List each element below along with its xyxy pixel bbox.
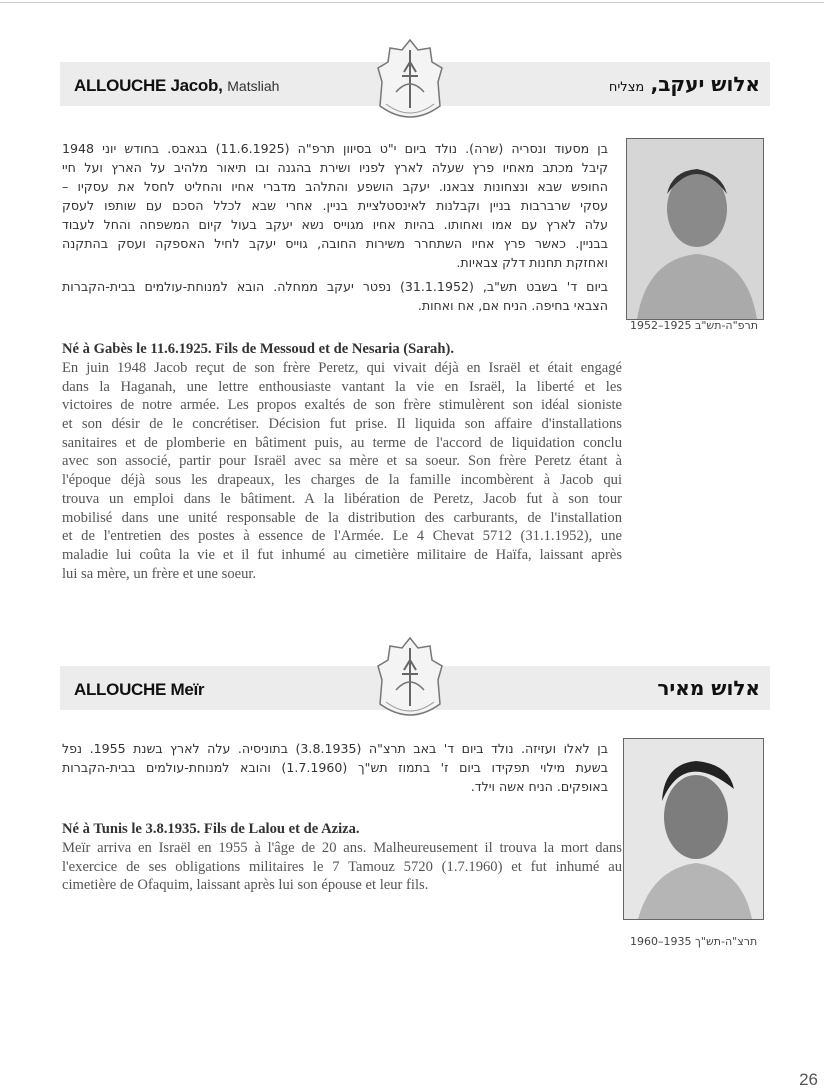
french-line: En juin 1948 Jacob reçut de son frère Peretz, qui vivait déjà en Israël et était engagé <box>62 360 622 376</box>
photo-caption: תרצ"ה-תש"ך 1935–1960 <box>630 935 758 948</box>
french-biography <box>62 819 622 895</box>
hebrew-line: בשעת מילוי תפקידו ביום ז' בתמוז תש"ך (1.7.1960) והובא למנוחת-עולמים בבית-הקברות <box>62 760 609 775</box>
latin-name: ALLOUCHE Jacob, <box>74 76 223 95</box>
page-top-rule <box>0 2 824 3</box>
hebrew-line: בבניין. כאשר פרץ אחיו השתחרר משירות החובה, גוייס יעקב לחיל האספקה ועסק בהתקנה <box>62 236 608 251</box>
hebrew-line: ביום ד' בשבט תש"ב, (31.1.1952) נפטר יעקב ממחלה. הובא למנוחת-עולמים בבית-הקברות <box>62 279 608 294</box>
french-line: et son désir de le concrétiser. Décision fut prise. Il liquida son affaire d'installations <box>62 416 622 433</box>
portrait-photo <box>626 138 764 320</box>
french-heading: Né à Gabès le 11.6.1925. Fils de Messoud et de Nesaria (Sarah). <box>62 341 454 357</box>
idf-emblem-icon <box>370 36 450 130</box>
french-line: trouva un emploi dans le bâtiment. A la libération de Peretz, Jacob fut à son tour <box>62 490 622 507</box>
hebrew-biography <box>62 139 608 315</box>
hebrew-biography <box>62 739 608 796</box>
entry-hebrew-name <box>657 676 760 700</box>
hebrew-line: הצבאי בחיפה. הניח אם, אח ואחות. <box>417 298 608 313</box>
hebrew-line: החופש שבא ונצחונות צבאנו. יעקב הושפע והתלהב מדברי אחיו והחליט לחסל את עסקיו – <box>62 179 608 194</box>
hebrew-line: בן מסעוד ונסריה (שרה). נולד ביום י"ט בסיוון תרפ"ה (11.6.1925) בגאבס. בחודש יוני 1948 <box>62 141 608 156</box>
hebrew-name: אלוש יעקב, <box>650 72 760 96</box>
entry-latin-name <box>74 680 204 700</box>
latin-extra-name: Matsliah <box>227 78 280 94</box>
french-line: cimetière de Ofaquim, laissant après lui son épouse et leur fils. <box>62 877 429 894</box>
french-line: l'exercice de ses obligations militaires le 7 Tamouz 5720 (1.7.1960) et fut inhumé au <box>62 858 622 875</box>
french-line: avec son associé, partir pour Israël avec sa mère et sa soeur. Son frère Peretz étant à <box>62 453 622 470</box>
french-line: Meïr arriva en Israël en 1955 à l'âge de 20 ans. Malheureusement il trouva la mort dans <box>62 840 622 856</box>
french-line: et de l'entretien des postes à essence de l'Armée. Le 4 Chevat 5712 (31.1.1952), une <box>62 528 622 545</box>
idf-emblem-icon <box>370 634 450 728</box>
hebrew-line: בן לאלו ועזיזה. נולד ביום ד' באב תרצ"ה (3.8.1935) בתוניסיה. עלה לארץ בשנת 1955. נפל <box>62 741 608 756</box>
hebrew-line: באופקים. הניח אשה וילד. <box>470 779 608 794</box>
hebrew-line: עסקי שרברבות בניין וקבלנות לאינסטלציית בניין. אחרי שבא לכלל הסכם עם שותפו לעסק <box>62 198 608 213</box>
portrait-photo <box>623 738 764 920</box>
page-number: 26 <box>799 1070 818 1089</box>
hebrew-extra-name: מצליח <box>608 80 645 95</box>
entry-hebrew-name <box>609 72 760 96</box>
french-biography <box>62 339 622 583</box>
portrait-silhouette-icon <box>624 739 763 919</box>
french-line: victoires de notre armée. Les propos exaltés de son frère stimulèrent son idéal sioniste <box>62 397 622 414</box>
french-heading: Né à Tunis le 3.8.1935. Fils de Lalou et de Aziza. <box>62 821 360 837</box>
hebrew-line: ואחזקת תחנות דלק צבאיות. <box>456 255 608 270</box>
french-line: mobilisé dans une unité responsable de la distribution des carburants, de l'installation <box>62 509 622 526</box>
hebrew-name: אלוש מאיר <box>657 676 760 700</box>
latin-name: ALLOUCHE Meïr <box>74 680 205 699</box>
french-line: l'époque déjà sous les drapeaux, les charges de la famille incombèrent à Jacob qui <box>62 472 622 489</box>
french-line: lui sa mère, un frère et une soeur. <box>62 565 257 582</box>
french-line: maladie lui coûta la vie et il fut inhumé au cimetière militaire de Haïfa, laissant après <box>62 546 622 563</box>
french-line: sanitaires et de plomberie en bâtiment puis, au terme de l'accord de liquidation conclu <box>62 434 622 451</box>
entry-latin-name <box>74 76 279 96</box>
hebrew-line: עלה לארץ עם אמו ואחותו. בהיות אחיו מגוייס נשא יעקב בעול קיום המשפחה והחל לעבוד <box>62 217 608 232</box>
photo-caption: תרפ"ה-תש"ב 1925–1952 <box>630 319 758 332</box>
french-line: dans la Haganah, une lettre enthousiaste vantant la vie en Israël, la liberté et les <box>62 378 622 395</box>
portrait-silhouette-icon <box>627 139 763 319</box>
hebrew-line: קיבל מכתב מאחיו פרץ שעלה לארץ לפניו ושירת בהגנה ובו תיאור מלהיב על הארץ ועל חיי <box>62 160 608 175</box>
